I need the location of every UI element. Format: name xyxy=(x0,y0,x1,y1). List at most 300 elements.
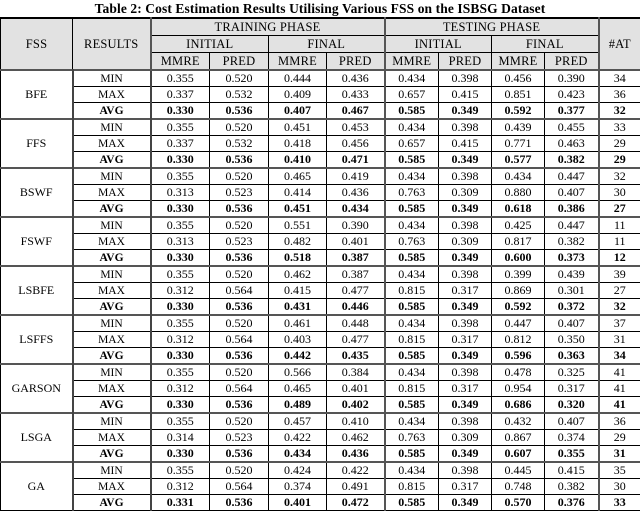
cell-training-initial-mmre: 0.355 xyxy=(151,413,210,430)
cell-testing-final-mmre: 0.748 xyxy=(492,479,545,495)
cell-testing-final-mmre: 0.954 xyxy=(492,381,545,397)
cell-testing-final-pred: 0.317 xyxy=(545,381,599,397)
cell-testing-initial-mmre: 0.585 xyxy=(385,397,439,414)
table-row xyxy=(1,234,640,250)
cell-testing-initial-mmre: 0.434 xyxy=(385,168,439,185)
cell-testing-final-pred: 0.390 xyxy=(545,70,599,87)
cell-training-initial-pred: 0.532 xyxy=(210,136,269,152)
cell-training-initial-mmre: 0.312 xyxy=(151,283,210,299)
cell-training-initial-mmre: 0.330 xyxy=(151,397,210,414)
result-label: MAX xyxy=(73,430,151,446)
cell-training-final-mmre: 0.434 xyxy=(269,446,327,463)
cell-testing-final-pred: 0.377 xyxy=(545,103,599,120)
cell-training-final-pred: 0.436 xyxy=(327,70,385,87)
cell-training-final-pred: 0.410 xyxy=(327,413,385,430)
cell-testing-final-pred: 0.407 xyxy=(545,315,599,332)
cell-training-final-pred: 0.453 xyxy=(327,119,385,136)
fss-label: LSFFS xyxy=(1,315,73,364)
cell-testing-final-mmre: 0.456 xyxy=(492,70,545,87)
result-label: MIN xyxy=(73,315,151,332)
cell-training-final-pred: 0.436 xyxy=(327,185,385,201)
header-testing-final-mmre: MMRE xyxy=(492,53,545,71)
cell-testing-initial-pred: 0.415 xyxy=(439,136,492,152)
cell-training-final-pred: 0.472 xyxy=(327,495,385,511)
header-training-final-mmre: MMRE xyxy=(269,53,327,71)
cell-training-initial-mmre: 0.337 xyxy=(151,87,210,103)
table-row xyxy=(1,430,640,446)
cell-training-initial-mmre: 0.312 xyxy=(151,332,210,348)
cell-training-initial-mmre: 0.355 xyxy=(151,119,210,136)
cell-testing-final-pred: 0.350 xyxy=(545,332,599,348)
cell-testing-final-mmre: 0.592 xyxy=(492,103,545,120)
cell-testing-final-mmre: 0.399 xyxy=(492,266,545,283)
header-results: RESULTS xyxy=(73,18,151,70)
cell-training-initial-pred: 0.532 xyxy=(210,87,269,103)
cell-training-initial-mmre: 0.355 xyxy=(151,462,210,479)
cell-at: 39 xyxy=(599,266,640,283)
cell-training-final-mmre: 0.414 xyxy=(269,185,327,201)
cell-testing-final-pred: 0.463 xyxy=(545,136,599,152)
cell-training-initial-mmre: 0.313 xyxy=(151,234,210,250)
cell-at: 41 xyxy=(599,381,640,397)
cell-training-initial-mmre: 0.330 xyxy=(151,348,210,365)
fss-label: BFE xyxy=(1,70,73,119)
header-training-initial-mmre: MMRE xyxy=(151,53,210,71)
cell-training-initial-pred: 0.520 xyxy=(210,462,269,479)
cell-training-final-mmre: 0.431 xyxy=(269,299,327,316)
cell-training-final-mmre: 0.451 xyxy=(269,119,327,136)
cell-at: 30 xyxy=(599,185,640,201)
cost-estimation-results-table xyxy=(0,17,640,511)
cell-testing-final-mmre: 0.817 xyxy=(492,234,545,250)
cell-training-initial-pred: 0.523 xyxy=(210,234,269,250)
cell-training-initial-pred: 0.564 xyxy=(210,283,269,299)
cell-training-final-pred: 0.471 xyxy=(327,152,385,169)
cell-training-initial-pred: 0.520 xyxy=(210,266,269,283)
cell-testing-initial-mmre: 0.763 xyxy=(385,234,439,250)
cell-training-final-mmre: 0.424 xyxy=(269,462,327,479)
cell-testing-final-pred: 0.439 xyxy=(545,266,599,283)
cell-testing-final-mmre: 0.600 xyxy=(492,250,545,267)
table-row xyxy=(1,495,640,511)
cell-training-initial-pred: 0.536 xyxy=(210,152,269,169)
cell-at: 37 xyxy=(599,315,640,332)
table-row xyxy=(1,413,640,430)
cell-testing-initial-pred: 0.349 xyxy=(439,397,492,414)
cell-testing-initial-mmre: 0.434 xyxy=(385,413,439,430)
cell-testing-initial-mmre: 0.434 xyxy=(385,364,439,381)
cell-training-final-mmre: 0.409 xyxy=(269,87,327,103)
cell-training-initial-mmre: 0.355 xyxy=(151,70,210,87)
cell-testing-final-pred: 0.423 xyxy=(545,87,599,103)
cell-testing-final-mmre: 0.867 xyxy=(492,430,545,446)
header-training-initial: INITIAL xyxy=(151,36,269,53)
table-row xyxy=(1,364,640,381)
table-row xyxy=(1,397,640,414)
table-row xyxy=(1,446,640,463)
cell-testing-final-mmre: 0.618 xyxy=(492,201,545,218)
result-label: MIN xyxy=(73,217,151,234)
cell-testing-final-mmre: 0.596 xyxy=(492,348,545,365)
cell-testing-initial-mmre: 0.585 xyxy=(385,103,439,120)
result-label: MIN xyxy=(73,462,151,479)
cell-training-final-pred: 0.462 xyxy=(327,430,385,446)
cell-testing-final-mmre: 0.432 xyxy=(492,413,545,430)
header-testing-phase: TESTING PHASE xyxy=(385,18,599,36)
cell-at: 41 xyxy=(599,364,640,381)
result-label: MIN xyxy=(73,413,151,430)
header-testing-final: FINAL xyxy=(492,36,599,53)
cell-training-final-mmre: 0.457 xyxy=(269,413,327,430)
header-training-phase: TRAINING PHASE xyxy=(151,18,385,36)
header-training-final-pred: PRED xyxy=(327,53,385,71)
table-row xyxy=(1,348,640,365)
cell-training-initial-mmre: 0.337 xyxy=(151,136,210,152)
result-label: MAX xyxy=(73,185,151,201)
result-label: MAX xyxy=(73,479,151,495)
cell-at: 12 xyxy=(599,250,640,267)
cell-testing-initial-pred: 0.349 xyxy=(439,446,492,463)
cell-testing-final-pred: 0.373 xyxy=(545,250,599,267)
cell-at: 29 xyxy=(599,152,640,169)
cell-at: 27 xyxy=(599,201,640,218)
cell-testing-initial-pred: 0.398 xyxy=(439,70,492,87)
result-label: AVG xyxy=(73,103,151,120)
cell-testing-initial-pred: 0.398 xyxy=(439,266,492,283)
result-label: MAX xyxy=(73,234,151,250)
table-row xyxy=(1,168,640,185)
result-label: AVG xyxy=(73,152,151,169)
cell-training-final-pred: 0.448 xyxy=(327,315,385,332)
cell-training-initial-mmre: 0.330 xyxy=(151,201,210,218)
cell-training-final-pred: 0.422 xyxy=(327,462,385,479)
cell-training-initial-pred: 0.520 xyxy=(210,364,269,381)
cell-testing-final-mmre: 0.570 xyxy=(492,495,545,511)
cell-training-final-mmre: 0.551 xyxy=(269,217,327,234)
cell-training-final-mmre: 0.407 xyxy=(269,103,327,120)
cell-testing-initial-pred: 0.415 xyxy=(439,87,492,103)
cell-training-initial-pred: 0.536 xyxy=(210,250,269,267)
cell-at: 33 xyxy=(599,495,640,511)
cell-testing-initial-pred: 0.349 xyxy=(439,201,492,218)
header-at: #AT xyxy=(599,18,640,70)
cell-training-final-pred: 0.467 xyxy=(327,103,385,120)
cell-testing-final-pred: 0.415 xyxy=(545,462,599,479)
cell-testing-final-pred: 0.372 xyxy=(545,299,599,316)
cell-testing-initial-mmre: 0.815 xyxy=(385,332,439,348)
cell-training-final-pred: 0.387 xyxy=(327,250,385,267)
cell-training-initial-pred: 0.536 xyxy=(210,397,269,414)
cell-training-initial-pred: 0.536 xyxy=(210,495,269,511)
table-row xyxy=(1,119,640,136)
cell-training-final-pred: 0.401 xyxy=(327,234,385,250)
cell-training-final-mmre: 0.465 xyxy=(269,381,327,397)
table-row xyxy=(1,462,640,479)
cell-training-final-pred: 0.384 xyxy=(327,364,385,381)
result-label: MAX xyxy=(73,283,151,299)
table-row xyxy=(1,283,640,299)
cell-training-initial-pred: 0.523 xyxy=(210,430,269,446)
cell-training-initial-pred: 0.520 xyxy=(210,70,269,87)
cell-training-initial-mmre: 0.355 xyxy=(151,364,210,381)
cell-training-final-mmre: 0.465 xyxy=(269,168,327,185)
table-row xyxy=(1,70,640,87)
cell-at: 27 xyxy=(599,283,640,299)
cell-training-initial-pred: 0.564 xyxy=(210,479,269,495)
cell-testing-initial-pred: 0.317 xyxy=(439,381,492,397)
cell-testing-final-pred: 0.382 xyxy=(545,234,599,250)
cell-at: 33 xyxy=(599,119,640,136)
cell-testing-final-mmre: 0.880 xyxy=(492,185,545,201)
cell-training-initial-mmre: 0.330 xyxy=(151,299,210,316)
cell-testing-final-mmre: 0.686 xyxy=(492,397,545,414)
fss-label: LSBFE xyxy=(1,266,73,315)
cell-training-final-pred: 0.387 xyxy=(327,266,385,283)
table-row xyxy=(1,479,640,495)
cell-testing-initial-pred: 0.349 xyxy=(439,250,492,267)
cell-training-final-mmre: 0.410 xyxy=(269,152,327,169)
cell-training-final-mmre: 0.518 xyxy=(269,250,327,267)
cell-training-final-mmre: 0.461 xyxy=(269,315,327,332)
cell-training-initial-mmre: 0.312 xyxy=(151,479,210,495)
cell-training-final-pred: 0.477 xyxy=(327,283,385,299)
cell-testing-initial-mmre: 0.585 xyxy=(385,348,439,365)
table-row xyxy=(1,185,640,201)
cell-training-final-mmre: 0.489 xyxy=(269,397,327,414)
header-training-final: FINAL xyxy=(269,36,385,53)
cell-training-initial-mmre: 0.330 xyxy=(151,446,210,463)
table-row xyxy=(1,266,640,283)
cell-at: 11 xyxy=(599,234,640,250)
cell-testing-initial-pred: 0.309 xyxy=(439,234,492,250)
cell-testing-initial-pred: 0.349 xyxy=(439,348,492,365)
cell-training-final-pred: 0.436 xyxy=(327,446,385,463)
cell-testing-initial-mmre: 0.585 xyxy=(385,446,439,463)
cell-training-initial-mmre: 0.313 xyxy=(151,185,210,201)
cell-testing-final-mmre: 0.445 xyxy=(492,462,545,479)
cell-training-initial-pred: 0.523 xyxy=(210,185,269,201)
cell-testing-initial-mmre: 0.434 xyxy=(385,266,439,283)
cell-testing-final-pred: 0.455 xyxy=(545,119,599,136)
cell-at: 36 xyxy=(599,87,640,103)
cell-training-initial-pred: 0.520 xyxy=(210,119,269,136)
cell-at: 34 xyxy=(599,348,640,365)
table-row xyxy=(1,201,640,218)
cell-testing-final-pred: 0.363 xyxy=(545,348,599,365)
result-label: AVG xyxy=(73,495,151,511)
cell-training-final-mmre: 0.442 xyxy=(269,348,327,365)
cell-training-final-mmre: 0.444 xyxy=(269,70,327,87)
cell-training-final-mmre: 0.418 xyxy=(269,136,327,152)
cell-testing-initial-pred: 0.349 xyxy=(439,103,492,120)
cell-testing-initial-pred: 0.317 xyxy=(439,283,492,299)
result-label: MIN xyxy=(73,119,151,136)
cell-training-final-mmre: 0.401 xyxy=(269,495,327,511)
fss-label: FFS xyxy=(1,119,73,168)
cell-testing-initial-pred: 0.398 xyxy=(439,168,492,185)
cell-testing-initial-pred: 0.309 xyxy=(439,185,492,201)
result-label: AVG xyxy=(73,348,151,365)
cell-training-initial-mmre: 0.330 xyxy=(151,250,210,267)
header-training-initial-pred: PRED xyxy=(210,53,269,71)
cell-training-final-mmre: 0.566 xyxy=(269,364,327,381)
header-testing-initial-mmre: MMRE xyxy=(385,53,439,71)
table-row xyxy=(1,250,640,267)
cell-testing-final-pred: 0.407 xyxy=(545,185,599,201)
cell-testing-initial-mmre: 0.434 xyxy=(385,315,439,332)
cell-training-initial-mmre: 0.355 xyxy=(151,315,210,332)
cell-testing-final-pred: 0.320 xyxy=(545,397,599,414)
cell-testing-initial-pred: 0.317 xyxy=(439,479,492,495)
cell-training-initial-pred: 0.536 xyxy=(210,103,269,120)
cell-training-initial-pred: 0.520 xyxy=(210,168,269,185)
cell-testing-initial-mmre: 0.434 xyxy=(385,119,439,136)
cell-testing-initial-pred: 0.398 xyxy=(439,462,492,479)
cell-training-final-pred: 0.491 xyxy=(327,479,385,495)
cell-testing-initial-pred: 0.398 xyxy=(439,119,492,136)
cell-training-initial-pred: 0.520 xyxy=(210,413,269,430)
cell-training-final-pred: 0.419 xyxy=(327,168,385,185)
cell-training-initial-pred: 0.520 xyxy=(210,315,269,332)
cell-at: 32 xyxy=(599,103,640,120)
cell-training-initial-pred: 0.536 xyxy=(210,201,269,218)
cell-training-initial-pred: 0.564 xyxy=(210,332,269,348)
cell-at: 41 xyxy=(599,397,640,414)
result-label: MIN xyxy=(73,168,151,185)
cell-testing-final-pred: 0.447 xyxy=(545,217,599,234)
cell-training-initial-mmre: 0.355 xyxy=(151,217,210,234)
cell-testing-initial-pred: 0.398 xyxy=(439,364,492,381)
result-label: AVG xyxy=(73,446,151,463)
cell-testing-final-mmre: 0.425 xyxy=(492,217,545,234)
cell-testing-final-pred: 0.382 xyxy=(545,479,599,495)
cell-training-final-pred: 0.390 xyxy=(327,217,385,234)
cell-testing-final-mmre: 0.434 xyxy=(492,168,545,185)
cell-training-initial-mmre: 0.330 xyxy=(151,152,210,169)
table-row xyxy=(1,299,640,316)
cell-training-final-mmre: 0.374 xyxy=(269,479,327,495)
cell-training-initial-mmre: 0.355 xyxy=(151,266,210,283)
table-row xyxy=(1,332,640,348)
cell-testing-initial-pred: 0.349 xyxy=(439,152,492,169)
cell-training-final-pred: 0.434 xyxy=(327,201,385,218)
cell-testing-initial-mmre: 0.585 xyxy=(385,250,439,267)
cell-training-initial-mmre: 0.355 xyxy=(151,168,210,185)
cell-testing-final-mmre: 0.592 xyxy=(492,299,545,316)
cell-training-final-mmre: 0.482 xyxy=(269,234,327,250)
cell-testing-final-pred: 0.386 xyxy=(545,201,599,218)
cell-testing-initial-mmre: 0.815 xyxy=(385,283,439,299)
cell-at: 30 xyxy=(599,479,640,495)
cell-testing-final-pred: 0.382 xyxy=(545,152,599,169)
cell-testing-final-mmre: 0.771 xyxy=(492,136,545,152)
cell-testing-initial-pred: 0.398 xyxy=(439,413,492,430)
cell-testing-final-pred: 0.355 xyxy=(545,446,599,463)
cell-testing-final-mmre: 0.447 xyxy=(492,315,545,332)
cell-training-final-pred: 0.402 xyxy=(327,397,385,414)
cell-training-initial-pred: 0.536 xyxy=(210,348,269,365)
cell-testing-initial-mmre: 0.434 xyxy=(385,217,439,234)
cell-testing-initial-pred: 0.349 xyxy=(439,495,492,511)
cell-training-initial-pred: 0.564 xyxy=(210,381,269,397)
cell-at: 32 xyxy=(599,299,640,316)
cell-training-initial-mmre: 0.330 xyxy=(151,103,210,120)
cell-training-final-pred: 0.456 xyxy=(327,136,385,152)
cell-at: 35 xyxy=(599,462,640,479)
cell-training-initial-mmre: 0.312 xyxy=(151,381,210,397)
cell-at: 29 xyxy=(599,136,640,152)
cell-training-initial-pred: 0.520 xyxy=(210,217,269,234)
cell-training-final-pred: 0.435 xyxy=(327,348,385,365)
fss-label: BSWF xyxy=(1,168,73,217)
cell-at: 31 xyxy=(599,446,640,463)
result-label: MAX xyxy=(73,136,151,152)
cell-at: 32 xyxy=(599,168,640,185)
cell-testing-initial-mmre: 0.585 xyxy=(385,495,439,511)
cell-training-initial-mmre: 0.331 xyxy=(151,495,210,511)
cell-training-final-mmre: 0.451 xyxy=(269,201,327,218)
result-label: MAX xyxy=(73,381,151,397)
cell-testing-final-pred: 0.374 xyxy=(545,430,599,446)
cell-testing-final-mmre: 0.812 xyxy=(492,332,545,348)
cell-training-initial-pred: 0.536 xyxy=(210,446,269,463)
cell-testing-initial-mmre: 0.585 xyxy=(385,152,439,169)
cell-testing-final-mmre: 0.478 xyxy=(492,364,545,381)
cell-training-final-pred: 0.477 xyxy=(327,332,385,348)
cell-at: 34 xyxy=(599,70,640,87)
table-row xyxy=(1,381,640,397)
cell-training-final-pred: 0.446 xyxy=(327,299,385,316)
fss-label: LSGA xyxy=(1,413,73,462)
table-header xyxy=(1,18,640,70)
table-caption: Table 2: Cost Estimation Results Utilising Various FSS on the ISBSG Dataset xyxy=(0,0,640,17)
result-label: AVG xyxy=(73,250,151,267)
result-label: AVG xyxy=(73,397,151,414)
cell-testing-initial-mmre: 0.815 xyxy=(385,479,439,495)
result-label: MIN xyxy=(73,70,151,87)
cell-testing-final-mmre: 0.439 xyxy=(492,119,545,136)
table-row xyxy=(1,217,640,234)
header-fss: FSS xyxy=(1,18,73,70)
cell-at: 29 xyxy=(599,430,640,446)
cell-testing-final-mmre: 0.577 xyxy=(492,152,545,169)
table-row xyxy=(1,103,640,120)
cell-testing-final-pred: 0.376 xyxy=(545,495,599,511)
cell-training-initial-pred: 0.536 xyxy=(210,299,269,316)
cell-testing-final-pred: 0.301 xyxy=(545,283,599,299)
table-body xyxy=(1,70,640,511)
cell-testing-initial-mmre: 0.434 xyxy=(385,70,439,87)
header-testing-initial: INITIAL xyxy=(385,36,492,53)
cell-at: 11 xyxy=(599,217,640,234)
cell-testing-initial-pred: 0.349 xyxy=(439,299,492,316)
fss-label: GA xyxy=(1,462,73,511)
result-label: MAX xyxy=(73,332,151,348)
cell-testing-initial-mmre: 0.657 xyxy=(385,136,439,152)
cell-testing-initial-mmre: 0.763 xyxy=(385,185,439,201)
cell-testing-initial-mmre: 0.657 xyxy=(385,87,439,103)
fss-label: GARSON xyxy=(1,364,73,413)
cell-testing-initial-mmre: 0.434 xyxy=(385,462,439,479)
table-row xyxy=(1,315,640,332)
cell-training-final-pred: 0.433 xyxy=(327,87,385,103)
cell-testing-initial-pred: 0.398 xyxy=(439,315,492,332)
header-testing-final-pred: PRED xyxy=(545,53,599,71)
cell-testing-initial-mmre: 0.763 xyxy=(385,430,439,446)
cell-testing-final-mmre: 0.869 xyxy=(492,283,545,299)
table-row xyxy=(1,136,640,152)
fss-label: FSWF xyxy=(1,217,73,266)
